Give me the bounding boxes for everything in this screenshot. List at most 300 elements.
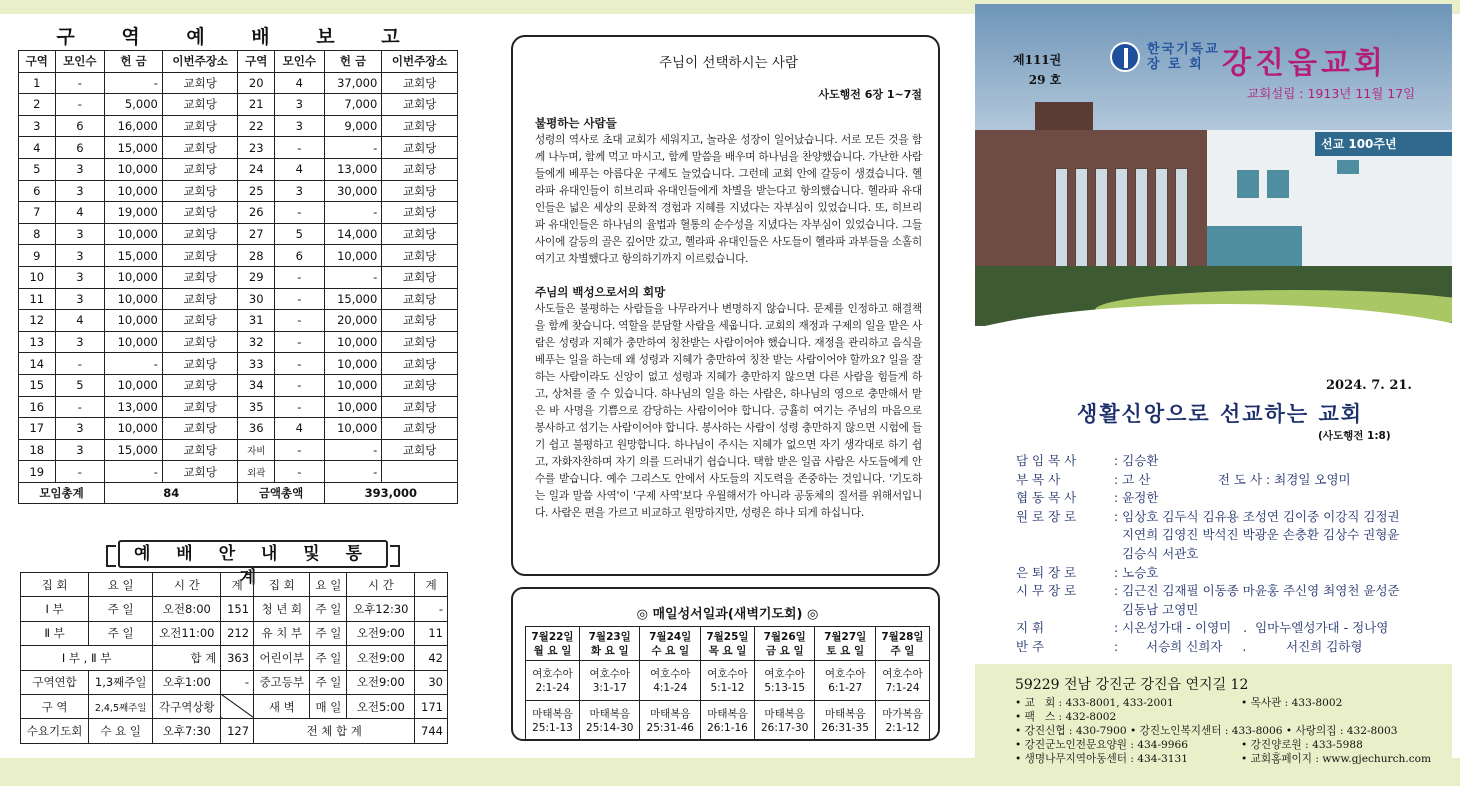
table-row <box>19 223 458 245</box>
table-row <box>21 670 448 694</box>
staff-list <box>1016 452 1436 657</box>
staff-value: : 노승호 <box>1114 564 1159 580</box>
reading-day <box>754 627 815 661</box>
church-tower <box>1035 102 1093 132</box>
staff-label: 부 목 사 <box>1016 471 1061 487</box>
reading-cell <box>640 701 701 741</box>
staff-label: 은 퇴 장 로 <box>1016 564 1077 580</box>
total-amount-label: 금액총액 <box>238 482 324 504</box>
reading-book: 마태복음 <box>707 707 748 720</box>
table-cell: 합 계 <box>153 646 221 670</box>
table-cell: 주 일 <box>310 621 347 645</box>
reading-cell <box>640 661 701 701</box>
table-cell: 교회당 <box>382 418 458 440</box>
table-cell: 교회당 <box>162 266 238 288</box>
table-cell: - <box>275 439 325 461</box>
table-row <box>19 180 458 202</box>
services-section <box>20 572 448 744</box>
sermon-heading-1: 불평하는 사람들 <box>535 116 617 130</box>
services-header-cell: 시 간 <box>153 573 221 597</box>
services-header-cell: 집 회 <box>254 573 310 597</box>
table-row <box>19 288 458 310</box>
table-cell: 교회당 <box>382 72 458 94</box>
reading-book: 마태복음 <box>532 707 573 720</box>
reading-verse: 6:1-27 <box>828 681 863 694</box>
table-cell: 10,000 <box>105 331 163 353</box>
table-cell <box>382 461 458 483</box>
staff-value: : 윤정한 <box>1114 490 1159 506</box>
table-cell <box>221 694 254 718</box>
address-line <box>1015 738 1452 752</box>
staff-row <box>1016 564 1436 583</box>
denomination-line-2: 장 로 회 <box>1147 57 1204 72</box>
table-cell: - <box>105 353 163 375</box>
table-row <box>19 137 458 159</box>
table-cell: 중고등부 <box>254 670 310 694</box>
church-logo-icon <box>1110 42 1140 72</box>
attendance-section <box>18 24 458 504</box>
table-cell: 26 <box>238 202 275 224</box>
address-item: • 교회홈페이지 : www.gjechurch.com <box>1241 753 1432 765</box>
table-cell: 5 <box>19 158 56 180</box>
table-row <box>21 646 448 670</box>
table-cell: 6 <box>55 115 105 137</box>
table-cell: 3 <box>19 115 56 137</box>
reading-date: 7월23일 <box>588 630 631 643</box>
table-cell: 청 년 회 <box>254 597 310 621</box>
reading-cell <box>754 661 815 701</box>
table-cell: - <box>324 461 382 483</box>
cover-photo <box>975 4 1452 372</box>
table-cell: 37,000 <box>324 72 382 94</box>
table-cell: 교회당 <box>162 180 238 202</box>
table-cell: - <box>275 266 325 288</box>
table-cell: 24 <box>238 158 275 180</box>
reading-row-1 <box>526 661 930 701</box>
table-row <box>19 418 458 440</box>
table-cell: 교회당 <box>382 310 458 332</box>
table-cell: 15,000 <box>105 137 163 159</box>
table-cell: - <box>55 396 105 418</box>
table-cell: 교회당 <box>382 94 458 116</box>
table-cell: 17 <box>19 418 56 440</box>
table-cell: 교회당 <box>382 202 458 224</box>
table-cell: 9,000 <box>324 115 382 137</box>
total-amount: 393,000 <box>324 482 457 504</box>
address-line <box>1015 710 1452 724</box>
table-cell: Ⅱ 부 <box>21 621 89 645</box>
table-cell: 5 <box>55 374 105 396</box>
table-cell: 4 <box>55 202 105 224</box>
staff-label: 시 무 장 로 <box>1016 583 1077 599</box>
table-cell: 10,000 <box>324 396 382 418</box>
table-cell: 4 <box>55 310 105 332</box>
reading-book: 여호수아 <box>882 667 923 680</box>
reading-cell <box>875 701 929 741</box>
issue: 29 호 <box>1028 73 1062 87</box>
table-cell: 오후1:00 <box>153 670 221 694</box>
table-row <box>19 396 458 418</box>
table-cell: 교회당 <box>382 137 458 159</box>
reading-day <box>700 627 754 661</box>
table-cell: 10,000 <box>105 418 163 440</box>
table-cell: 수 요 일 <box>89 719 153 743</box>
table-cell: - <box>275 202 325 224</box>
table-row <box>19 439 458 461</box>
table-row <box>19 94 458 116</box>
table-cell: 교회당 <box>162 353 238 375</box>
table-cell: 3 <box>55 223 105 245</box>
reading-cell <box>815 701 876 741</box>
sermon-title: 주님이 선택하시는 사람 <box>659 55 798 71</box>
table-cell: 10,000 <box>324 331 382 353</box>
reading-cell <box>700 701 754 741</box>
table-cell: 13,000 <box>324 158 382 180</box>
table-cell: 20 <box>238 72 275 94</box>
table-cell: 4 <box>275 72 325 94</box>
total-people: 84 <box>105 482 238 504</box>
table-cell: 15,000 <box>105 439 163 461</box>
table-cell: 4 <box>275 158 325 180</box>
table-cell: 교회당 <box>382 266 458 288</box>
table-cell: 3 <box>55 439 105 461</box>
address-item: • 교 회 : 433-8001, 433-2001 <box>1015 697 1174 709</box>
staff-row <box>1016 508 1436 527</box>
table-cell: 교회당 <box>162 245 238 267</box>
table-cell: 744 <box>415 719 448 743</box>
table-cell: 주 일 <box>89 597 153 621</box>
reading-header-row <box>526 627 930 661</box>
table-cell: 3 <box>55 418 105 440</box>
table-cell: 교회당 <box>162 331 238 353</box>
attendance-table <box>18 50 458 504</box>
table-cell: 10,000 <box>105 374 163 396</box>
reading-verse: 7:1-24 <box>885 681 920 694</box>
table-row <box>19 266 458 288</box>
reading-date: 7월25일 <box>706 630 749 643</box>
table-cell: 교회당 <box>382 180 458 202</box>
daily-reading-box <box>511 587 940 741</box>
staff-label: 지 휘 <box>1016 620 1045 636</box>
table-cell: 교회당 <box>162 94 238 116</box>
table-cell: 9 <box>19 245 56 267</box>
table-cell: 10,000 <box>105 288 163 310</box>
table-cell: 6 <box>275 245 325 267</box>
table-cell: 교회당 <box>162 310 238 332</box>
table-row <box>19 115 458 137</box>
table-cell: 오후12:30 <box>347 597 415 621</box>
table-cell: 25 <box>238 180 275 202</box>
services-header-row <box>21 573 448 597</box>
table-cell: 22 <box>238 115 275 137</box>
table-cell: 각구역상황 <box>153 694 221 718</box>
attendance-header-cell: 이번주장소 <box>382 51 458 73</box>
table-cell: Ⅰ 부 , Ⅱ 부 <box>21 646 153 670</box>
reading-cell <box>526 701 580 741</box>
services-header-cell: 시 간 <box>347 573 415 597</box>
motto-reference: (사도행전 1:8) <box>1318 430 1391 442</box>
reading-verse: 26:17-30 <box>761 721 809 734</box>
bulletin-date: 2024. 7. 21. <box>1326 378 1412 393</box>
table-cell: 교회당 <box>162 288 238 310</box>
table-cell: 8 <box>19 223 56 245</box>
table-cell: 유 치 부 <box>254 621 310 645</box>
table-cell: 교회당 <box>162 439 238 461</box>
staff-label: 협 동 목 사 <box>1016 490 1077 506</box>
table-cell: Ⅰ 부 <box>21 597 89 621</box>
table-cell: 15,000 <box>324 288 382 310</box>
table-cell: 3 <box>275 115 325 137</box>
reading-book: 여호수아 <box>764 667 805 680</box>
table-row <box>19 310 458 332</box>
reading-book: 마태복음 <box>824 707 866 720</box>
staff-label <box>1016 545 1114 564</box>
table-row <box>19 374 458 396</box>
volume: 제111권 <box>1013 53 1062 67</box>
table-cell: 오전8:00 <box>153 597 221 621</box>
table-cell: - <box>324 439 382 461</box>
table-cell: 4 <box>275 418 325 440</box>
table-row <box>21 719 448 743</box>
table-cell: 외곽 <box>238 461 275 483</box>
denomination-line-1: 한국기독교 <box>1147 42 1220 57</box>
table-cell: - <box>275 137 325 159</box>
table-cell: 새 벽 <box>254 694 310 718</box>
table-cell: - <box>275 331 325 353</box>
table-cell: 2 <box>19 94 56 116</box>
table-cell: 10,000 <box>324 353 382 375</box>
table-cell: 19 <box>19 461 56 483</box>
staff-row <box>1016 619 1436 638</box>
table-cell: 교회당 <box>382 115 458 137</box>
table-cell: 주 일 <box>310 646 347 670</box>
reading-date: 7월28일 <box>881 630 924 643</box>
reading-book: 마태복음 <box>589 707 631 720</box>
table-cell: 교회당 <box>382 353 458 375</box>
staff-row <box>1016 582 1436 601</box>
address-line <box>1015 696 1452 710</box>
table-cell: 23 <box>238 137 275 159</box>
address-item: • 팩 스 : 432-8002 <box>1015 711 1117 723</box>
table-cell: - <box>55 461 105 483</box>
table-cell: 14,000 <box>324 223 382 245</box>
reading-verse: 5:13-15 <box>764 681 806 694</box>
table-cell: 42 <box>415 646 448 670</box>
staff-row <box>1016 545 1436 564</box>
table-cell: - <box>275 310 325 332</box>
table-cell: 주 일 <box>310 597 347 621</box>
table-cell: 4 <box>19 137 56 159</box>
services-header-cell: 요 일 <box>89 573 153 597</box>
table-cell: - <box>324 266 382 288</box>
staff-value: 김동남 고영민 <box>1114 601 1199 617</box>
table-cell: 구역연합 <box>21 670 89 694</box>
reading-verse: 2:1-24 <box>535 681 570 694</box>
founded-date: 교회설립 : 1913년 11월 17일 <box>1247 86 1416 101</box>
table-cell: 3 <box>55 331 105 353</box>
services-header-cell: 요 일 <box>310 573 347 597</box>
reading-book: 여호수아 <box>532 667 573 680</box>
table-cell: - <box>55 94 105 116</box>
table-cell: 28 <box>238 245 275 267</box>
table-cell: 15 <box>19 374 56 396</box>
table-cell: 어린이부 <box>254 646 310 670</box>
sermon-paragraph-2: 사도들은 불평하는 사람들을 나무라거나 변명하지 않습니다. 문제를 인정하고 해결책을 함께 찾습니다. 역할을 분담할 사람을 세웁니다. 교회의 재정과 구제의 일을 맡은 사람은 성령과 지혜가 충만하여 칭찬받는 사람이어야 했습니다. 재정을 관리하고 음식을 베푸는 일을 하는데 왜 성령과 지혜가 충만하여 칭찬 받는 사람이어야 할까요? 일을 잘하는 사람이라도 신앙이 없고 성령과 지혜가 충만하지 않으면 다른 사람을 힘들게 하고, 상처를 줄 수 있습니다. 하나님의 일을 하는 사람은, 하나님의 영으로 충만해서 맡은 바 사명을 기쁨으로 감당하는 사람이어야 합니다. 긍휼히 여기는 주님의 마음으로 봉사하고 섬기는 사람이어야 합니다. 봉사하는 사람이 성령 충만하지 않으면 시험에 들기 쉽고 불평하고 원망합니다. 하나님이 주시는 지혜가 없으면 자기 생각대로 하기 쉽고, 자화자찬하며 자기 의를 드러내기 쉽습니다. 택함 받은 일곱 사람은 사도들에게 안수를 받습니다. 예수 그리스도 안에서 사도들의 지도력을 존중하는 것입니다. '기도하는 일과 말씀 사역'이 '구제 사역'보다 우월해서가 아니라 공동체의 질서를 위해서입니다. 사람은 편을 가르고 비교하고 원망하지만, 성령은 하나 되게 하십니다. <box>535 303 922 519</box>
table-cell: 1 <box>19 72 56 94</box>
attendance-header-cell: 헌 금 <box>105 51 163 73</box>
table-cell: 3 <box>55 266 105 288</box>
table-cell: 주 일 <box>89 621 153 645</box>
staff-value: : 고 산 전 도 사 : 최경일 오영미 <box>1114 471 1351 487</box>
table-cell: 30,000 <box>324 180 382 202</box>
table-cell: 수요기도회 <box>21 719 89 743</box>
volume-issue <box>1013 50 1061 90</box>
staff-row <box>1016 601 1436 620</box>
table-row <box>21 597 448 621</box>
table-cell: 11 <box>19 288 56 310</box>
reading-weekday: 수 요 일 <box>651 644 690 657</box>
attendance-header-cell: 모인수 <box>275 51 325 73</box>
table-row <box>19 158 458 180</box>
address-line <box>1015 752 1452 766</box>
table-cell: 10,000 <box>105 158 163 180</box>
table-cell: 20,000 <box>324 310 382 332</box>
table-cell: 교회당 <box>382 158 458 180</box>
address-block <box>975 664 1452 768</box>
table-cell: 10,000 <box>324 245 382 267</box>
table-cell: 교회당 <box>382 439 458 461</box>
table-cell: - <box>275 353 325 375</box>
reading-book: 마태복음 <box>764 707 805 720</box>
church-motto: 생활신앙으로 선교하는 교회 <box>1076 402 1364 426</box>
attendance-header-cell: 헌 금 <box>324 51 382 73</box>
table-cell: 교회당 <box>382 245 458 267</box>
reading-day <box>640 627 701 661</box>
staff-row <box>1016 489 1436 508</box>
staff-label: 반 주 <box>1016 638 1045 654</box>
table-cell: 14 <box>19 353 56 375</box>
attendance-title: 구 역 예 배 보 고 <box>56 26 420 48</box>
staff-row <box>1016 638 1436 657</box>
address-line <box>1015 724 1452 738</box>
table-cell: - <box>324 137 382 159</box>
table-cell: 11 <box>415 621 448 645</box>
table-cell: 19,000 <box>105 202 163 224</box>
table-cell: 교회당 <box>382 331 458 353</box>
table-cell: 교회당 <box>382 223 458 245</box>
table-cell: 29 <box>238 266 275 288</box>
table-cell: 교회당 <box>162 396 238 418</box>
church-name: 강진읍교회 <box>1222 46 1387 81</box>
table-cell: 27 <box>238 223 275 245</box>
attendance-header-cell: 모인수 <box>55 51 105 73</box>
table-cell: 5 <box>275 223 325 245</box>
staff-label: 담 임 목 사 <box>1016 453 1077 468</box>
reading-book: 여호수아 <box>649 667 691 680</box>
reading-book: 마태복음 <box>649 707 691 720</box>
reading-verse: 25:1-13 <box>532 721 573 734</box>
reading-verse: 2:1-12 <box>885 721 920 734</box>
reading-day <box>815 627 876 661</box>
services-table <box>20 572 448 744</box>
table-cell: 교회당 <box>162 223 238 245</box>
table-cell: 6 <box>55 137 105 159</box>
table-cell: 교회당 <box>382 396 458 418</box>
reading-cell <box>579 661 640 701</box>
reading-weekday: 화 요 일 <box>590 644 629 657</box>
reading-book: 마가복음 <box>882 707 923 720</box>
table-cell: 34 <box>238 374 275 396</box>
table-cell: 자비 <box>238 439 275 461</box>
attendance-header-row <box>19 51 458 73</box>
table-cell: 5,000 <box>105 94 163 116</box>
reading-book: 여호수아 <box>589 667 631 680</box>
reading-weekday: 목 요 일 <box>708 644 747 657</box>
table-cell: 오전9:00 <box>347 621 415 645</box>
reading-cell <box>815 661 876 701</box>
staff-value: 지연희 김영진 박석진 박광운 손충환 김상수 권형윤 <box>1114 527 1400 543</box>
table-row <box>19 245 458 267</box>
reading-verse: 26:31-35 <box>821 721 869 734</box>
staff-row <box>1016 526 1436 545</box>
table-cell: 36 <box>238 418 275 440</box>
table-cell: 교회당 <box>382 288 458 310</box>
table-cell: - <box>105 72 163 94</box>
reading-weekday: 주 일 <box>890 644 915 657</box>
white-swoosh <box>975 304 1452 372</box>
table-cell: 3 <box>55 288 105 310</box>
reading-date: 7월27일 <box>824 630 867 643</box>
table-cell: 10,000 <box>324 418 382 440</box>
reading-cell <box>526 661 580 701</box>
attendance-header-cell: 구역 <box>19 51 56 73</box>
reading-verse: 3:1-17 <box>592 681 627 694</box>
table-cell: 3 <box>55 245 105 267</box>
staff-value: : 김승환 <box>1114 453 1159 468</box>
sermon-reference: 사도행전 6장 1~7절 <box>818 88 922 101</box>
table-cell: 7 <box>19 202 56 224</box>
reading-verse: 25:31-46 <box>646 721 694 734</box>
table-cell: 오전11:00 <box>153 621 221 645</box>
reading-book: 여호수아 <box>824 667 866 680</box>
table-cell: 10 <box>19 266 56 288</box>
table-cell: 6 <box>19 180 56 202</box>
staff-row <box>1016 452 1436 471</box>
staff-value: : 김근진 김재필 이동종 마윤홍 주신영 최영천 윤성준 <box>1114 583 1400 599</box>
address-item: • 강진군노인전문요양원 : 434-9966 <box>1015 739 1189 751</box>
table-cell: 오후7:30 <box>153 719 221 743</box>
table-cell: 구 역 <box>21 694 89 718</box>
table-row <box>19 72 458 94</box>
table-cell: - <box>55 72 105 94</box>
reading-cell <box>579 701 640 741</box>
reading-date: 7월26일 <box>763 630 806 643</box>
table-cell: 3 <box>55 180 105 202</box>
reading-verse: 26:1-16 <box>707 721 748 734</box>
attendance-header-cell: 이번주장소 <box>162 51 238 73</box>
reading-cell <box>700 661 754 701</box>
reading-day <box>526 627 580 661</box>
address-item: • 강진신협 : 430-7900 • 강진노인복지센터 : 433-8006 • 사랑의집 : 432-8003 <box>1015 725 1398 737</box>
table-cell: 12 <box>19 310 56 332</box>
attendance-total-row <box>19 482 458 504</box>
table-row <box>19 461 458 483</box>
reading-cell <box>875 661 929 701</box>
table-cell: 15,000 <box>105 245 163 267</box>
denomination <box>1147 42 1220 72</box>
reading-book: 여호수아 <box>707 667 748 680</box>
staff-value: : 서승희 신희자 . 서진희 김하형 <box>1114 638 1363 654</box>
